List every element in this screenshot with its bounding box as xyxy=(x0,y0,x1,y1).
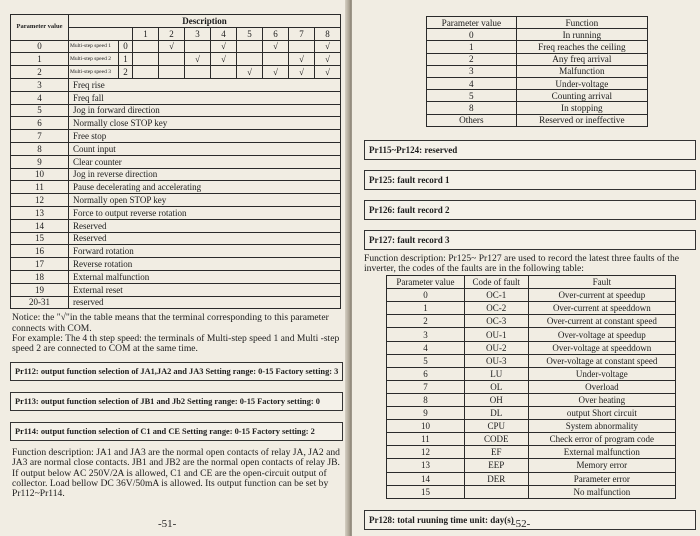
fault-name: Over-voltage at speedup xyxy=(528,328,675,341)
table-row xyxy=(11,155,341,168)
table-row xyxy=(427,41,648,53)
fault-name: External malfunction xyxy=(528,446,675,459)
param-value: 14 xyxy=(387,472,465,485)
fault-code: OC-1 xyxy=(464,289,528,302)
param-value: 13 xyxy=(387,459,465,472)
table-row xyxy=(11,296,341,309)
param-value: 5 xyxy=(387,354,465,367)
page-number-left: -51- xyxy=(158,518,177,530)
param-value: 1 xyxy=(387,302,465,315)
table-row xyxy=(387,315,676,328)
param-value: 3 xyxy=(387,328,465,341)
speed-name: Multi-step speed 2 xyxy=(69,53,119,66)
check-mark: √ xyxy=(159,40,185,53)
col-header-parameter: Parameter value xyxy=(387,276,465,289)
table-row xyxy=(387,393,676,406)
param-value: 20-31 xyxy=(11,296,69,309)
param-description: Normally open STOP key xyxy=(69,194,341,207)
fault-name: Overload xyxy=(528,380,675,393)
column-number: 3 xyxy=(185,27,211,40)
notice-line: Notice: the "√"in the table means that the terminal corresponding to this parameter connects with COM. xyxy=(12,312,329,334)
table-row xyxy=(387,302,676,315)
param-description: Freq fall xyxy=(69,91,341,104)
table-row xyxy=(11,91,341,104)
speed-row xyxy=(11,53,341,66)
function-name: Malfunction xyxy=(516,65,647,77)
fault-code: OU-2 xyxy=(464,341,528,354)
fault-code: CODE xyxy=(464,433,528,446)
param-value: 5 xyxy=(427,90,517,102)
param-value: 10 xyxy=(11,168,69,181)
check-mark: √ xyxy=(263,66,289,79)
fault-name: Over-voltage at constant speed xyxy=(528,354,675,367)
table-header-row xyxy=(11,15,341,28)
column-number: 5 xyxy=(237,27,263,40)
fault-name: System abnormality xyxy=(528,420,675,433)
param-description: Pause decelerating and accelerating xyxy=(69,181,341,194)
fault-name: output Short circuit xyxy=(528,407,675,420)
column-number: 1 xyxy=(133,27,159,40)
check-mark xyxy=(211,66,237,79)
check-mark: √ xyxy=(263,40,289,53)
table-row xyxy=(11,104,341,117)
param-description: reserved xyxy=(69,296,341,309)
fault-name: Over-current at speedup xyxy=(528,289,675,302)
param-value: 1 xyxy=(11,53,69,66)
column-number: 6 xyxy=(263,27,289,40)
fault-code: OU-3 xyxy=(464,354,528,367)
fault-code-table xyxy=(386,275,676,499)
param-value: 4 xyxy=(427,77,517,89)
param-description: Force to output reverse rotation xyxy=(69,206,341,219)
parameter-description-table xyxy=(10,14,341,309)
param-value: 2 xyxy=(387,315,465,328)
param-value: 0 xyxy=(427,29,517,41)
param-value: 15 xyxy=(11,232,69,245)
check-mark: √ xyxy=(289,66,315,79)
check-mark: √ xyxy=(185,53,211,66)
fault-name: Over-voltage at speeddown xyxy=(528,341,675,354)
param-value: 12 xyxy=(387,446,465,459)
function-description: Function description: JA1 and JA3 are the normal open contacts of relay JA, JA2 and JA3 are normal close contacts. JB1 and JB2 are the normal open contacts of relay JB. If output below AC 250V/2A is allowed, C1 and CE are the open-circuit output of collector. Load bellow DC 36V/50mA is allowed. Its output function can be set by Pr112~Pr114. xyxy=(12,447,340,499)
fault-name: Memory error xyxy=(528,459,675,472)
fault-code: OC-3 xyxy=(464,315,528,328)
table-row xyxy=(387,328,676,341)
param-description: Reverse rotation xyxy=(69,258,341,271)
table-row xyxy=(387,446,676,459)
param-value: 10 xyxy=(387,420,465,433)
param-description: Jog in reverse direction xyxy=(69,168,341,181)
bit-value: 1 xyxy=(119,53,133,66)
param-value: 18 xyxy=(11,270,69,283)
col-header-code: Code of fault xyxy=(464,276,528,289)
param-value: 8 xyxy=(427,102,517,114)
col-header-parameter: Parameter value xyxy=(427,17,517,29)
param-value: Others xyxy=(427,114,517,126)
table-row xyxy=(387,341,676,354)
param-value: 5 xyxy=(11,104,69,117)
check-mark xyxy=(263,53,289,66)
fault-name: No malfunction xyxy=(528,485,675,498)
bit-value: 0 xyxy=(119,40,133,53)
table-row xyxy=(387,459,676,472)
col-header-function: Function xyxy=(516,17,647,29)
check-mark: √ xyxy=(315,40,341,53)
table-row xyxy=(427,77,648,89)
function-name: In running xyxy=(516,29,647,41)
fault-code: EF xyxy=(464,446,528,459)
table-row xyxy=(387,433,676,446)
param-value: 3 xyxy=(11,78,69,91)
table-row xyxy=(427,90,648,102)
param-value: 4 xyxy=(387,341,465,354)
table-row xyxy=(11,206,341,219)
pr128-header: Pr128: total ruuning time unit: day(s) xyxy=(364,510,696,530)
fault-name: Over-current at constant speed xyxy=(528,315,675,328)
param-value: 9 xyxy=(11,155,69,168)
check-mark xyxy=(237,40,263,53)
left-page xyxy=(0,0,348,536)
param-value: 2 xyxy=(11,66,69,79)
check-mark xyxy=(133,66,159,79)
fault-code: LU xyxy=(464,367,528,380)
table-row xyxy=(387,354,676,367)
check-mark: √ xyxy=(237,66,263,79)
param-value: 8 xyxy=(11,142,69,155)
pr112-header: Pr112: output function selection of JA1,JA2 and JA3 Setting range: 0-15 Factory setting: 3 xyxy=(10,362,343,381)
check-mark xyxy=(159,53,185,66)
param-value: 11 xyxy=(387,433,465,446)
table-row xyxy=(11,181,341,194)
table-row xyxy=(11,258,341,271)
function-name: Reserved or ineffective xyxy=(516,114,647,126)
check-mark xyxy=(237,53,263,66)
param-header: Parameter value xyxy=(11,15,69,41)
table-row xyxy=(387,472,676,485)
fault-code: OL xyxy=(464,380,528,393)
param-description: Forward rotation xyxy=(69,245,341,258)
pr113-header: Pr113: output function selection of JB1 and Jb2 Setting range: 0-15 Factory setting: 0 xyxy=(10,392,343,411)
table-row xyxy=(11,219,341,232)
param-description: Freq rise xyxy=(69,78,341,91)
table-row xyxy=(11,232,341,245)
speed-row xyxy=(11,66,341,79)
param-description: Free stop xyxy=(69,130,341,143)
param-description: Reserved xyxy=(69,232,341,245)
fault-code: OH xyxy=(464,393,528,406)
page-number-right: -52- xyxy=(512,518,531,530)
function-name: Any freq arrival xyxy=(516,53,647,65)
fault-name: Under-voltage xyxy=(528,367,675,380)
function-name: In stopping xyxy=(516,102,647,114)
pr126-header: Pr126: fault record 2 xyxy=(364,200,696,220)
table-row xyxy=(427,29,648,41)
table-row xyxy=(427,53,648,65)
param-value: 6 xyxy=(387,367,465,380)
param-description: Jog in forward direction xyxy=(69,104,341,117)
table-row xyxy=(387,407,676,420)
table-row xyxy=(11,245,341,258)
check-mark: √ xyxy=(211,40,237,53)
param-value: 15 xyxy=(387,485,465,498)
check-mark: √ xyxy=(315,53,341,66)
fault-code: DL xyxy=(464,407,528,420)
table-row xyxy=(11,130,341,143)
table-row xyxy=(11,117,341,130)
param-value: 3 xyxy=(427,65,517,77)
table-row xyxy=(427,114,648,126)
fault-description: Function description: Pr125~ Pr127 are used to record the latest three faults of the inverter, the codes of the faults are in the following table: xyxy=(364,252,680,274)
blank-cell xyxy=(69,27,133,40)
param-value: 12 xyxy=(11,194,69,207)
table-row xyxy=(11,168,341,181)
param-value: 19 xyxy=(11,283,69,296)
check-mark xyxy=(185,66,211,79)
table-row xyxy=(11,270,341,283)
column-number: 8 xyxy=(315,27,341,40)
fault-code: OC-2 xyxy=(464,302,528,315)
param-description: External malfunction xyxy=(69,270,341,283)
check-mark xyxy=(159,66,185,79)
param-description: Clear counter xyxy=(69,155,341,168)
description-header: Description xyxy=(69,15,341,28)
check-mark xyxy=(133,40,159,53)
table-row xyxy=(427,102,648,114)
speed-name: Multi-step speed 1 xyxy=(69,40,119,53)
fault-name: Parameter error xyxy=(528,472,675,485)
param-value: 6 xyxy=(11,117,69,130)
col-header-fault: Fault xyxy=(528,276,675,289)
table-row xyxy=(427,65,648,77)
pr114-header: Pr114: output function selection of C1 and CE Setting range: 0-15 Factory setting: 2 xyxy=(10,422,343,441)
param-description: Normally close STOP key xyxy=(69,117,341,130)
check-mark: √ xyxy=(315,66,341,79)
param-value: 7 xyxy=(11,130,69,143)
param-value: 0 xyxy=(11,40,69,53)
param-value: 2 xyxy=(427,53,517,65)
column-number: 7 xyxy=(289,27,315,40)
table-row xyxy=(11,283,341,296)
table-row xyxy=(11,78,341,91)
table-row xyxy=(387,485,676,498)
param-description: External reset xyxy=(69,283,341,296)
fault-code: OU-1 xyxy=(464,328,528,341)
pr125-header: Pr125: fault record 1 xyxy=(364,170,696,190)
check-mark xyxy=(133,53,159,66)
example-line: For example: The 4 th step speed: the terminals of Multi-step speed 1 and Multi -step speed 2 are connected to COM at the same time. xyxy=(12,332,340,354)
fault-name: Over-current at speeddown xyxy=(528,302,675,315)
fault-code: CPU xyxy=(464,420,528,433)
table-row xyxy=(11,194,341,207)
table-row xyxy=(387,380,676,393)
fault-code: EEP xyxy=(464,459,528,472)
param-value: 4 xyxy=(11,91,69,104)
param-value: 17 xyxy=(11,258,69,271)
notice-text xyxy=(12,313,344,354)
param-value: 8 xyxy=(387,393,465,406)
fault-name: Over heating xyxy=(528,393,675,406)
output-function-table xyxy=(426,16,648,127)
param-value: 0 xyxy=(387,289,465,302)
param-value: 9 xyxy=(387,407,465,420)
check-mark xyxy=(185,40,211,53)
column-number: 4 xyxy=(211,27,237,40)
fault-code xyxy=(464,485,528,498)
check-mark: √ xyxy=(211,53,237,66)
param-value: 16 xyxy=(11,245,69,258)
param-description: Reserved xyxy=(69,219,341,232)
param-value: 7 xyxy=(387,380,465,393)
right-page xyxy=(352,0,700,536)
fault-name: Check error of program code xyxy=(528,433,675,446)
param-value: 14 xyxy=(11,219,69,232)
speed-row xyxy=(11,40,341,53)
speed-name: Multi-step speed 3 xyxy=(69,66,119,79)
param-description: Count input xyxy=(69,142,341,155)
param-value: 1 xyxy=(427,41,517,53)
table-row xyxy=(11,142,341,155)
function-name: Under-voltage xyxy=(516,77,647,89)
column-number: 2 xyxy=(159,27,185,40)
bit-value: 2 xyxy=(119,66,133,79)
param-value: 13 xyxy=(11,206,69,219)
table-row xyxy=(387,367,676,380)
check-mark: √ xyxy=(289,53,315,66)
check-mark xyxy=(289,40,315,53)
fault-code: DER xyxy=(464,472,528,485)
pr115-header: Pr115~Pr124: reserved xyxy=(364,140,696,160)
pr127-header: Pr127: fault record 3 xyxy=(364,230,696,250)
function-name: Counting arrival xyxy=(516,90,647,102)
table-row xyxy=(387,289,676,302)
function-name: Freq reaches the ceiling xyxy=(516,41,647,53)
table-row xyxy=(387,420,676,433)
param-value: 11 xyxy=(11,181,69,194)
